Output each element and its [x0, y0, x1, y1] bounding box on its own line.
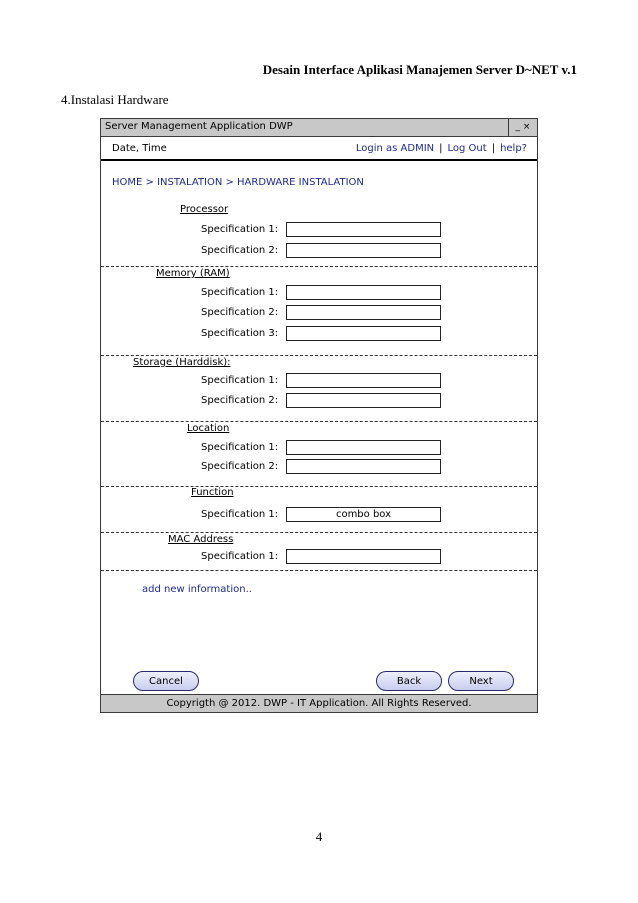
- window-controls[interactable]: _ ×: [508, 119, 537, 136]
- footer: Copyrigth @ 2012. DWP - IT Application. All Rights Reserved.: [101, 694, 537, 712]
- window-title: Server Management Application DWP: [105, 121, 293, 132]
- memory-spec1-label: Specification 1:: [201, 287, 279, 298]
- divider: [101, 570, 537, 571]
- processor-spec2-label: Specification 2:: [201, 245, 279, 256]
- user-links: [356, 143, 527, 154]
- mac-spec1-input[interactable]: [286, 549, 441, 564]
- memory-spec2-label: Specification 2:: [201, 307, 279, 318]
- document-header: Desain Interface Aplikasi Manajemen Server D~NET v.1: [262, 62, 577, 77]
- memory-title: Memory (RAM): [156, 268, 230, 279]
- divider: [101, 355, 537, 356]
- divider: [101, 421, 537, 422]
- date-time: Date, Time: [112, 143, 167, 154]
- memory-spec3-input[interactable]: [286, 326, 441, 341]
- memory-spec3-label: Specification 3:: [201, 328, 279, 339]
- mac-title: MAC Address: [168, 534, 234, 545]
- divider: [101, 532, 537, 533]
- back-button[interactable]: Back: [376, 671, 442, 691]
- processor-title: Processor: [180, 204, 229, 215]
- cancel-button[interactable]: Cancel: [133, 671, 199, 691]
- processor-spec2-input[interactable]: [286, 243, 441, 258]
- logout-link[interactable]: Log Out: [447, 143, 487, 154]
- storage-title: Storage (Harddisk):: [133, 357, 231, 368]
- menu-bar: [101, 137, 537, 161]
- function-combo-box[interactable]: combo box: [286, 507, 441, 522]
- storage-spec2-label: Specification 2:: [201, 395, 279, 406]
- function-title: Function: [191, 487, 234, 498]
- mac-spec1-label: Specification 1:: [201, 551, 279, 562]
- memory-spec1-input[interactable]: [286, 285, 441, 300]
- storage-spec1-label: Specification 1:: [201, 375, 279, 386]
- location-spec1-input[interactable]: [286, 440, 441, 455]
- breadcrumb[interactable]: HOME > INSTALATION > HARDWARE INSTALATION: [112, 177, 364, 188]
- storage-spec1-input[interactable]: [286, 373, 441, 388]
- processor-spec1-label: Specification 1:: [201, 224, 279, 235]
- add-new-information-link[interactable]: add new information..: [142, 584, 252, 595]
- section-heading: 4.Instalasi Hardware: [61, 92, 169, 107]
- location-spec2-input[interactable]: [286, 459, 441, 474]
- next-button[interactable]: Next: [448, 671, 514, 691]
- storage-spec2-input[interactable]: [286, 393, 441, 408]
- separator: |: [491, 143, 496, 154]
- help-link[interactable]: help?: [500, 143, 527, 154]
- function-spec1-label: Specification 1:: [201, 509, 279, 520]
- divider: [101, 486, 537, 487]
- login-link[interactable]: Login as ADMIN: [355, 143, 435, 154]
- location-spec2-label: Specification 2:: [201, 461, 279, 472]
- location-spec1-label: Specification 1:: [201, 442, 279, 453]
- title-bar: [101, 119, 537, 137]
- app-window-mockup: [100, 118, 538, 713]
- location-title: Location: [187, 423, 230, 434]
- processor-spec1-input[interactable]: [286, 222, 441, 237]
- divider: [101, 266, 537, 267]
- page-number: 4: [315, 829, 323, 844]
- separator: |: [439, 143, 443, 154]
- memory-spec2-input[interactable]: [286, 305, 441, 320]
